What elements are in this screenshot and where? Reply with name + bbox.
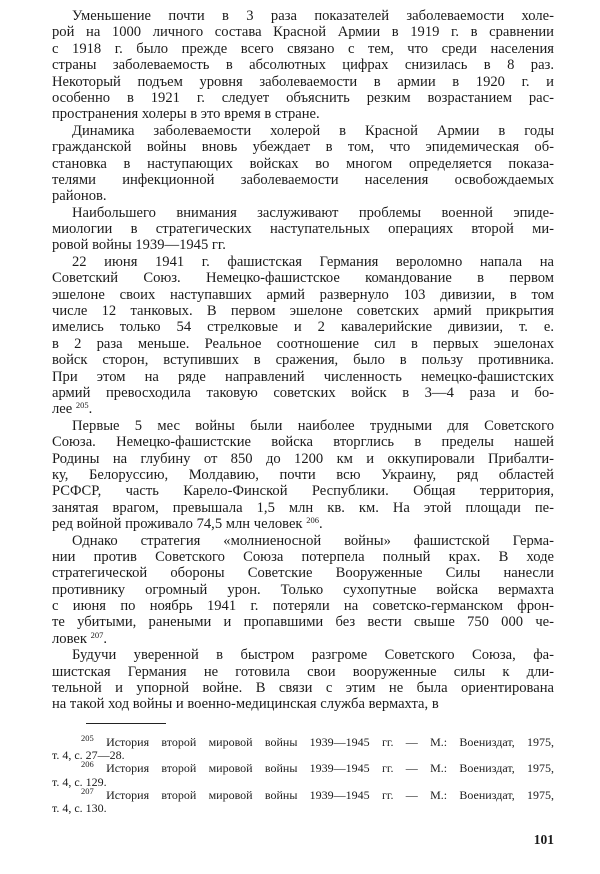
text-line: [52, 664, 554, 680]
line-text: числе 12 танковых. В первом эшелоне советских армий прикрытия: [52, 303, 554, 320]
line-text: ловек: [52, 630, 87, 647]
line-text: Наибольшего внимания заслуживают проблемы военной эпиде-: [72, 204, 554, 221]
text-line: [52, 696, 554, 712]
text-line: [52, 90, 554, 106]
footnote-reference[interactable]: 205: [75, 400, 89, 411]
text-line: [52, 303, 554, 319]
paragraph: [52, 533, 554, 648]
line-text: 22 июня 1941 г. фашистская Германия вероломно напала на: [72, 253, 554, 270]
text-line: [52, 451, 554, 467]
line-text: стратегической обороны Советские Вооруженные Силы нанесли: [52, 565, 554, 582]
footnote-reference[interactable]: 207: [90, 629, 104, 640]
text-line: [52, 336, 554, 352]
text-line: [52, 139, 554, 155]
line-text: пространения холеры в это время в стране.: [52, 106, 320, 123]
text-line: [52, 41, 554, 57]
text-line: [52, 582, 554, 598]
line-text: имелись только 54 стрелковые и 2 кавалерийские дивизии, т. е.: [52, 319, 554, 336]
text-line: [52, 467, 554, 483]
text-line: [52, 418, 554, 434]
footnote-continuation: т. 4, с. 27—28.: [52, 748, 125, 763]
text-line: [52, 74, 554, 90]
line-text: противнику огромный урон. Только сухопутные войска вермахта: [52, 581, 554, 598]
line-text: Некоторый подъем уровня заболеваемости в армии в 1920 г. и: [52, 73, 554, 90]
body-text: [52, 8, 554, 713]
footnote-number: 205: [81, 733, 94, 743]
text-line: [52, 680, 554, 696]
line-text: тельной и упорной войне. В связи с этим не была ориентирована: [52, 680, 554, 697]
text-line: [52, 565, 554, 581]
line-text: страны заболеваемость в абсолютных цифрах снизилась в 8 раз.: [52, 57, 554, 74]
text-line: [52, 549, 554, 565]
text-line: [52, 631, 554, 647]
footnote-continuation: т. 4, с. 130.: [52, 800, 107, 815]
text-line: [52, 385, 554, 401]
text-line: [52, 237, 554, 253]
line-text: ку, Белоруссию, Молдавию, почти всю Украину, ряд областей: [52, 466, 554, 483]
paragraph: [52, 254, 554, 418]
line-text: ровой войны 1939—1945 гг.: [52, 237, 226, 254]
line-text: При этом на ряде направлений численность немецко-фашистских: [52, 368, 554, 385]
text-line: [52, 205, 554, 221]
text-line: [52, 352, 554, 368]
line-text: Союза. Немецко-фашистские войска вторглись в пределы нашей: [52, 434, 554, 451]
line-text: в 2 раза меньше. Реальное соотношение сил в первых эшелонах: [52, 335, 554, 352]
paragraph: [52, 123, 554, 205]
text-line: [52, 254, 554, 270]
text-line: [52, 483, 554, 499]
text-line: [52, 57, 554, 73]
paragraph: [52, 418, 554, 533]
line-text: эшелоне своих наступавших армий развернуло 103 дивизии, в том: [52, 286, 554, 303]
paragraph: [52, 647, 554, 713]
footnote-text: История второй мировой войны 1939—1945 гг. — М.: Воениздат, 1975,: [106, 735, 554, 749]
line-text: миологии в стратегических наступательных операциях второй ми-: [52, 221, 554, 238]
period: .: [103, 630, 108, 647]
text-line: [52, 516, 554, 532]
footnote-reference[interactable]: 206: [306, 515, 319, 526]
text-line: [52, 188, 554, 204]
text-line: [52, 401, 554, 417]
line-text: Уменьшение почти в 3 раза показателей заболеваемости холе-: [72, 8, 554, 24]
line-text: Однако стратегия «молниеносной войны» фашистской Герма-: [72, 532, 554, 549]
text-line: [52, 221, 554, 237]
text-line: [52, 369, 554, 385]
line-text: особенно в 1921 г. следует объяснить резким возрастанием рас-: [52, 89, 554, 106]
text-line: [52, 123, 554, 139]
line-text: ред войной проживало 74,5 млн человек: [52, 516, 303, 533]
line-text: становка в наступающих войсках во многом определяется показа-: [52, 155, 554, 172]
line-text: гражданской войны вновь убеждает в том, что эпидемическая об-: [52, 139, 554, 156]
footnote-text: История второй мировой войны 1939—1945 гг. — М.: Воениздат, 1975,: [106, 761, 554, 776]
text-line: [52, 287, 554, 303]
footnotes: [52, 733, 554, 815]
text-line: [52, 614, 554, 630]
line-text: телями инфекционной заболеваемости населения освобождаемых: [52, 171, 554, 188]
line-text: шистская Германия не готовила свои вооруженные силы к дли-: [52, 663, 554, 680]
text-line: [52, 533, 554, 549]
text-line: [52, 270, 554, 286]
text-line: [52, 500, 554, 516]
period: .: [318, 516, 323, 533]
line-text: Советский Союз. Немецко-фашистское командование в первом: [52, 270, 554, 287]
footnote-number: 207: [81, 785, 94, 796]
line-text: занятая врагом, превышала 1,5 млн кв. км. На этой площади пе-: [52, 499, 554, 516]
line-text: на такой ход войны и военно-медицинская служба вермахта, в: [52, 696, 439, 713]
text-line: [52, 598, 554, 614]
line-text: армий превосходила таковую советских войск в 3—4 раза и бо-: [52, 384, 554, 401]
text-line: [52, 647, 554, 663]
text-line: [52, 319, 554, 335]
period: .: [88, 401, 93, 418]
line-text: лее: [52, 401, 73, 418]
line-text: РСФСР, часть Карело-Финской Республики. Общая территория,: [52, 483, 554, 500]
line-text: Первые 5 мес войны были наиболее трудными для Советского: [72, 417, 554, 434]
text-line: [52, 172, 554, 188]
text-line: [52, 8, 554, 24]
page-number: 101: [533, 832, 554, 847]
line-text: Родины на глубину от 850 до 1200 км и оккупировали Прибалти-: [52, 450, 554, 467]
footnote-separator: [86, 723, 166, 724]
text-line: [52, 24, 554, 40]
line-text: с июня по ноябрь 1941 г. потеряли на советско-германском фрон-: [52, 598, 554, 615]
text-line: [52, 156, 554, 172]
footnote: [52, 759, 554, 776]
text-line: [52, 434, 554, 450]
text-line: [52, 106, 554, 122]
line-text: войск сторон, вступивших в сражения, было в пользу противника.: [52, 352, 554, 369]
line-text: районов.: [52, 188, 107, 205]
footnote-continuation: т. 4, с. 129.: [52, 774, 107, 789]
footnote: [52, 785, 554, 802]
line-text: Будучи уверенной в быстром разгроме Советского Союза, фа-: [72, 647, 554, 664]
paragraph: [52, 8, 554, 123]
line-text: рой на 1000 личного состава Красной Армии в 1919 г. в сравнении: [52, 24, 554, 41]
footnote-text: История второй мировой войны 1939—1945 гг. — М.: Воениздат, 1975,: [106, 787, 554, 802]
line-text: с 1918 г. было прежде всего связано с тем, что среди населения: [52, 40, 554, 57]
footnote-number: 206: [81, 759, 94, 770]
line-text: нии против Советского Союза потерпела полный крах. В ходе: [52, 548, 554, 565]
footnote: [52, 733, 554, 749]
line-text: те убитыми, ранеными и пропавшими без вести свыше 750 000 че-: [52, 614, 554, 631]
paragraph: [52, 205, 554, 254]
line-text: Динамика заболеваемости холерой в Красной Армии в годы: [72, 122, 554, 139]
